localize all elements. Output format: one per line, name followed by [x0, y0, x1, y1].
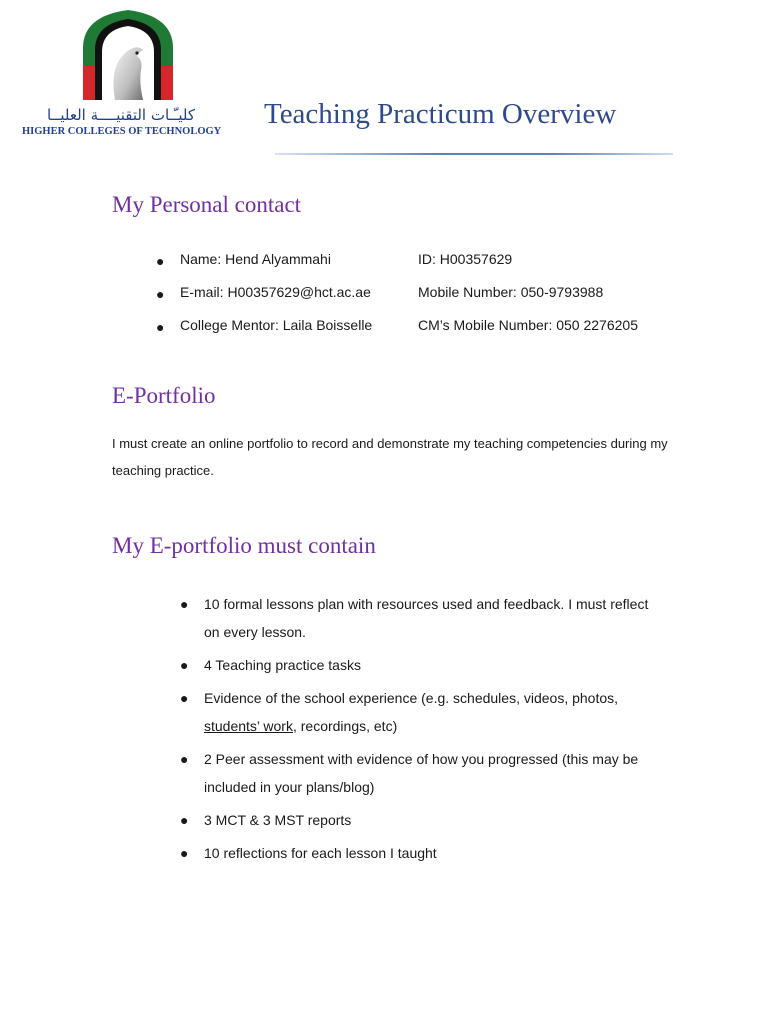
id-value: H00357629	[439, 251, 513, 267]
mobile-label: Mobile Number:	[418, 284, 517, 300]
mentor-value: Laila Boisselle	[282, 317, 373, 333]
contact-row-name	[150, 251, 690, 284]
bullet-icon: ●	[180, 596, 189, 612]
list-item-text: 10 formal lessons plan with resources used and feedback. I must reflect on every lesson.	[204, 596, 649, 640]
list-item-text-start: Evidence of the school experience (e.g. schedules, videos, photos,	[204, 690, 619, 706]
bullet-icon: ●	[156, 286, 165, 302]
page-title: Teaching Practicum Overview	[264, 98, 617, 130]
logo-arabic-text: كليـّـات التقنيــــة العليــا	[46, 106, 195, 124]
contact-row-email	[150, 284, 690, 317]
bullet-icon: ●	[156, 319, 165, 335]
eportfolio-contents-heading: My E-portfolio must contain	[112, 533, 376, 558]
bullet-icon: ●	[180, 751, 189, 767]
bullet-icon: ●	[180, 690, 189, 706]
mentor-mobile-label: CM’s Mobile Number:	[418, 317, 553, 333]
bullet-icon: ●	[180, 812, 189, 828]
list-item	[178, 684, 658, 740]
hct-emblem-icon	[77, 8, 179, 106]
eportfolio-paragraph: I must create an online portfolio to record and demonstrate my teaching competencies during my teaching practice.	[112, 436, 668, 478]
mentor-label: College Mentor:	[180, 317, 279, 333]
title-underline	[275, 153, 673, 155]
list-item-text: 10 reflections for each lesson I taught	[204, 845, 437, 861]
eportfolio-contents-list	[178, 590, 658, 872]
list-item	[178, 839, 658, 867]
personal-contact-heading: My Personal contact	[112, 192, 302, 217]
bullet-icon: ●	[156, 253, 165, 269]
contact-mentor-mobile	[418, 317, 638, 333]
list-item-text: 2 Peer assessment with evidence of how you progressed (this may be included in your plans/blog)	[204, 751, 639, 795]
contact-row-mentor	[150, 317, 690, 350]
contact-name	[180, 251, 331, 267]
logo-english-text: HIGHER COLLEGES OF TECHNOLOGY	[22, 126, 222, 137]
bullet-icon: ●	[180, 657, 189, 673]
mobile-value: 050-9793988	[520, 284, 604, 300]
name-value: Hend Alyammahi	[225, 251, 331, 267]
list-item-text: 4 Teaching practice tasks	[204, 657, 361, 673]
contact-mentor	[180, 317, 372, 333]
contact-id	[418, 251, 512, 267]
list-item-text-end: , recordings, etc)	[292, 718, 398, 734]
list-item	[178, 590, 658, 646]
list-item-text: 3 MCT & 3 MST reports	[204, 812, 352, 828]
list-item-text	[204, 690, 618, 734]
list-item-underlined-text: students’ work	[204, 718, 293, 734]
contact-mobile	[418, 284, 603, 300]
list-item	[178, 745, 658, 801]
id-label: ID:	[418, 251, 436, 267]
email-value[interactable]: H00357629@hct.ac.ae	[227, 284, 371, 300]
contact-email	[180, 284, 371, 300]
eportfolio-heading: E-Portfolio	[112, 383, 216, 408]
list-item	[178, 651, 658, 679]
name-label: Name:	[180, 251, 222, 267]
mentor-mobile-value: 050 2276205	[556, 317, 638, 333]
personal-contact-list	[150, 251, 690, 350]
email-label: E-mail:	[180, 284, 224, 300]
hct-logo	[22, 8, 222, 140]
bullet-icon: ●	[180, 845, 189, 861]
list-item	[178, 806, 658, 834]
